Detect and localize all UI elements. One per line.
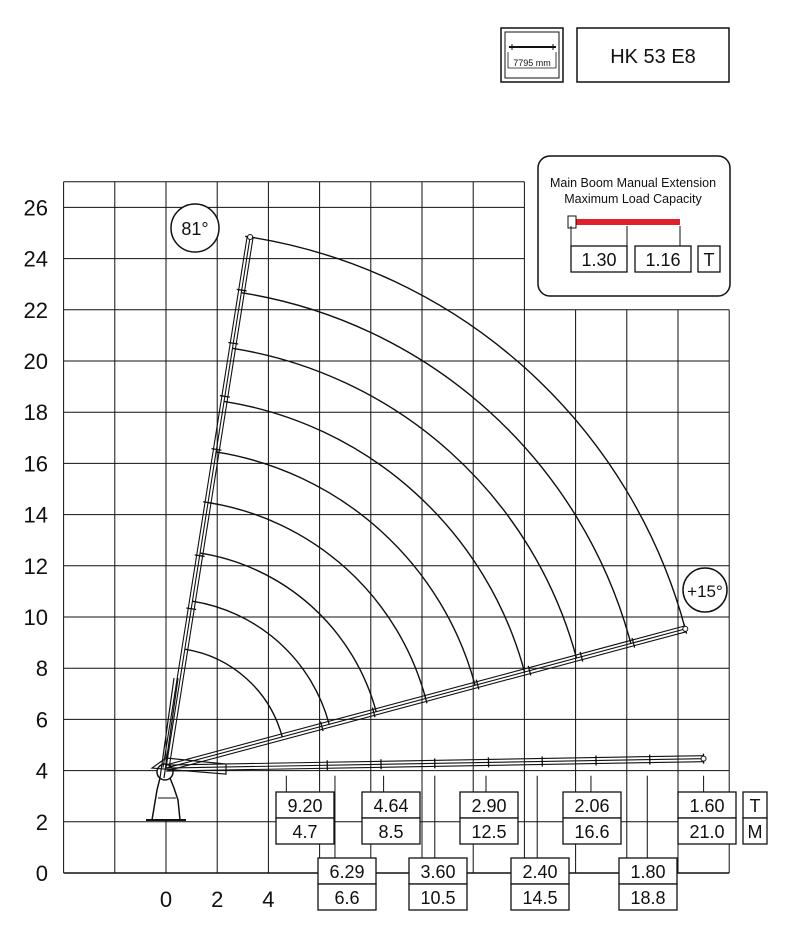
y-tick-label: 6 bbox=[35, 707, 48, 733]
y-tick-label: 14 bbox=[23, 502, 48, 528]
capacity-box bbox=[511, 858, 569, 910]
max-angle-label: 81° bbox=[181, 219, 209, 239]
x-axis-labels bbox=[160, 887, 275, 912]
capacity-value: 2.40 bbox=[522, 862, 558, 882]
boom-min-angle bbox=[165, 624, 688, 771]
boom-horizontal bbox=[166, 754, 706, 771]
y-tick-label: 22 bbox=[23, 297, 48, 323]
inset-capacity-2: 1.16 bbox=[645, 250, 681, 270]
reach-value: 18.8 bbox=[630, 888, 666, 908]
y-tick-label: 12 bbox=[23, 553, 48, 579]
inset-title-line1: Main Boom Manual Extension bbox=[549, 176, 717, 190]
reach-value: 21.0 bbox=[689, 822, 725, 842]
reach-value: 10.5 bbox=[420, 888, 456, 908]
x-tick-label: 0 bbox=[159, 887, 173, 912]
load-arc bbox=[224, 401, 524, 672]
capacity-box bbox=[409, 858, 467, 910]
unit-boxes bbox=[743, 792, 767, 844]
load-arc bbox=[241, 293, 631, 644]
capacity-box bbox=[563, 792, 621, 844]
y-tick-label: 26 bbox=[23, 195, 48, 221]
capacity-box bbox=[678, 792, 736, 844]
crane-base bbox=[146, 764, 186, 820]
reach-unit: M bbox=[747, 822, 763, 842]
y-tick-label: 0 bbox=[35, 861, 48, 886]
extension-length-icon bbox=[501, 28, 563, 82]
reach-value: 4.7 bbox=[292, 822, 318, 842]
load-arc bbox=[185, 649, 282, 737]
y-tick-label: 24 bbox=[23, 246, 48, 272]
min-angle-indicator bbox=[683, 568, 727, 612]
reach-value: 8.5 bbox=[378, 822, 404, 842]
reach-value: 14.5 bbox=[522, 888, 558, 908]
y-tick-label: 8 bbox=[35, 656, 48, 682]
y-tick-label: 16 bbox=[23, 451, 48, 477]
x-tick-label: 2 bbox=[211, 887, 224, 912]
min-angle-label: +15° bbox=[687, 582, 723, 601]
capacity-value: 2.06 bbox=[574, 796, 610, 816]
capacity-box bbox=[460, 792, 518, 844]
extension-length-label: 7795 mm bbox=[513, 58, 551, 68]
load-arc bbox=[208, 503, 426, 699]
x-tick-label: 4 bbox=[262, 887, 275, 912]
capacity-boxes bbox=[276, 792, 736, 910]
inset-title-line2: Maximum Load Capacity bbox=[564, 192, 702, 206]
manual-extension-inset bbox=[538, 156, 730, 296]
model-name: HK 53 E8 bbox=[610, 46, 696, 68]
capacity-box bbox=[362, 792, 420, 844]
y-tick-label: 4 bbox=[35, 758, 48, 784]
capacity-box bbox=[619, 858, 677, 910]
y-tick-label: 18 bbox=[23, 400, 48, 426]
y-axis-labels bbox=[24, 195, 48, 886]
reach-value: 12.5 bbox=[471, 822, 507, 842]
capacity-value: 9.20 bbox=[287, 796, 323, 816]
y-tick-label: 10 bbox=[23, 605, 48, 630]
y-tick-label: 20 bbox=[23, 349, 48, 374]
capacity-box bbox=[276, 792, 334, 844]
capacity-value: 6.29 bbox=[329, 862, 365, 882]
reach-value: 6.6 bbox=[334, 888, 360, 908]
inset-unit: T bbox=[703, 250, 715, 270]
load-arc bbox=[200, 553, 376, 712]
capacity-unit: T bbox=[749, 796, 761, 816]
load-arcs bbox=[185, 237, 685, 737]
capacity-value: 2.90 bbox=[471, 796, 507, 816]
y-tick-label: 2 bbox=[35, 809, 48, 835]
capacity-value: 4.64 bbox=[373, 796, 409, 816]
capacity-box bbox=[318, 858, 376, 910]
capacity-value: 1.60 bbox=[689, 796, 725, 816]
inset-capacity-1: 1.30 bbox=[581, 250, 617, 270]
reach-value: 16.6 bbox=[574, 822, 610, 842]
capacity-value: 1.80 bbox=[630, 862, 666, 882]
load-arc bbox=[192, 601, 329, 724]
capacity-value: 3.60 bbox=[420, 862, 456, 882]
max-angle-indicator bbox=[171, 204, 219, 252]
